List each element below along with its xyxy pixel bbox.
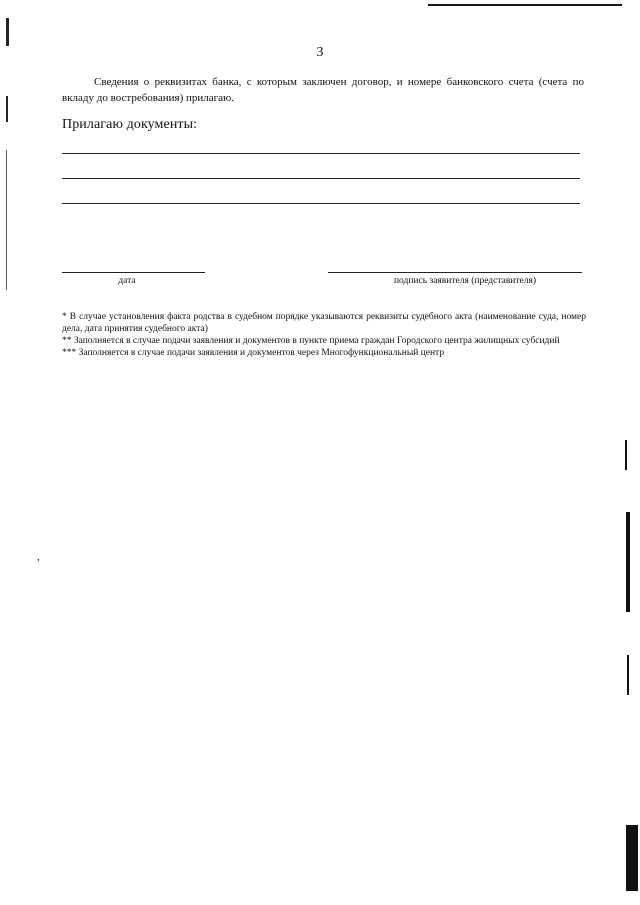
attachments-line-3 [62,203,580,204]
applicant-signature-line [328,272,582,273]
scan-artifact-right-bar [625,440,627,470]
signature-label: подпись заявителя (представителя) [393,276,537,286]
attachments-line-2 [62,178,580,179]
scan-artifact-left-bar [6,150,7,290]
footnote-housing-center: ** Заполняется в случае подачи заявления и документов в пункте приема граждан Городского центра жилищных субсидий [62,336,560,346]
footnotes [62,311,586,359]
scan-artifact-top-line [428,4,622,6]
footnote-court-act: * В случае установления факта родства в судебном порядке указываются реквизиты судебного акта (наименование суда, номер дела, дата принятия судебного акта) [62,312,586,334]
attachments-line-1 [62,153,580,154]
date-label: дата [118,276,136,286]
scan-artifact-right-bar [627,655,629,695]
scan-artifact-left-bar [6,18,9,46]
scan-artifact-right-bar [626,825,638,891]
bank-details-paragraph: Сведения о реквизитах банка, с которым заключен договор, и номере банковского счета (счета по вкладу до востребования) прилагаю. [62,76,584,104]
scan-artifact-stray-mark: , [37,551,40,563]
footnote-multifunctional-center: *** Заполняется в случае подачи заявления и документов через Многофункциональный центр [62,348,445,358]
scan-artifact-right-bar [626,512,630,612]
date-signature-line [62,272,205,273]
page-number: 3 [316,45,324,60]
attachments-heading: Прилагаю документы: [62,117,198,132]
scan-artifact-left-bar [6,96,8,122]
